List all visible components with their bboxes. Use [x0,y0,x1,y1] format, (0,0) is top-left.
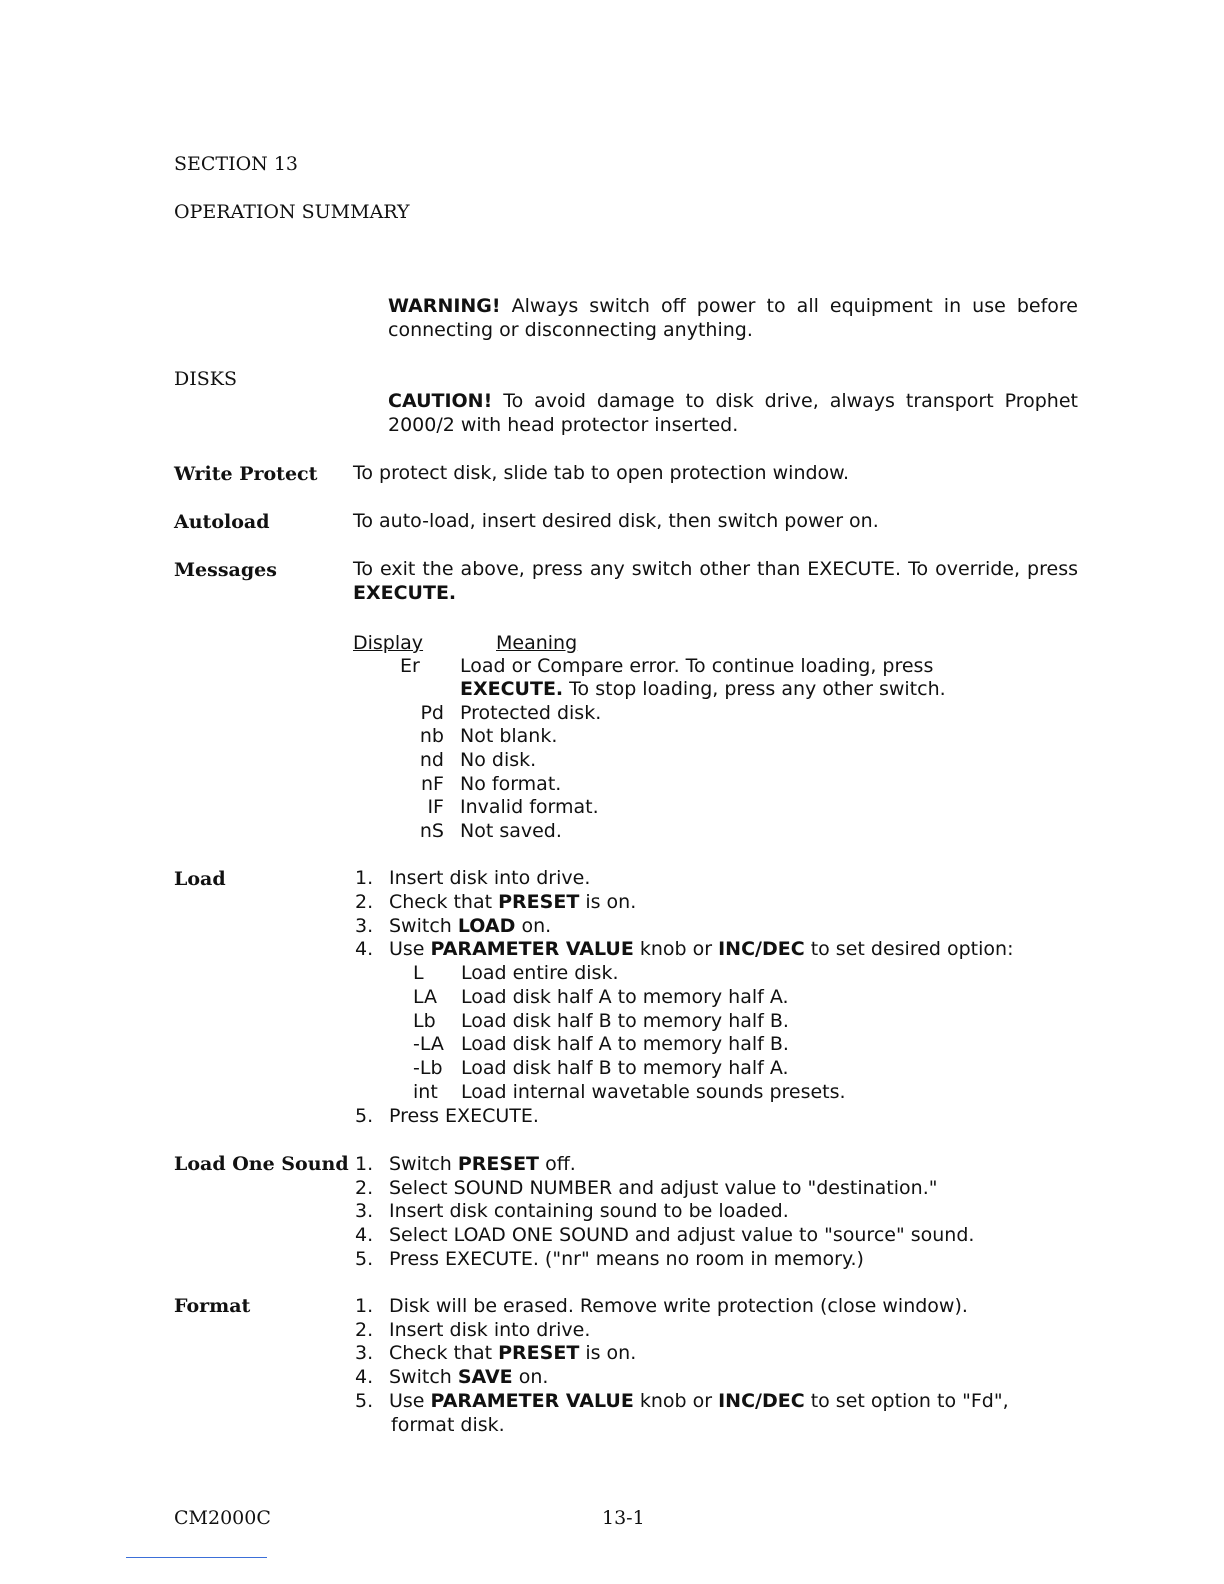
messages-text-main: To exit the above, press any switch other than EXECUTE. To override, press [353,558,1078,580]
message-code: Er [400,655,420,677]
messages-execute: EXECUTE. [353,582,457,604]
step-keyword: PARAMETER VALUE [430,1390,634,1412]
step-number: 5. [355,1105,374,1127]
step-text: Use [389,938,431,960]
step-number: 5. [355,1390,374,1412]
option-code: Lb [413,1010,436,1032]
message-row [400,819,562,843]
caution-notice [388,389,1078,437]
format-step-1 [355,1294,968,1318]
step-number: 4. [355,1224,374,1246]
load-step-5 [355,1104,539,1128]
step-text: Check that [389,1342,499,1364]
autoload-label: Autoload [174,511,270,533]
step-text: to set option to "Fd", [804,1390,1009,1412]
caution-text: To avoid damage to disk drive, always transport Prophet 2000/2 with head protector inserted. [388,390,1078,436]
message-row [400,795,599,819]
format-step-5 [355,1389,1009,1413]
option-code: int [413,1081,438,1103]
step-text: is on. [579,1342,637,1364]
step-number: 3. [355,1342,374,1364]
load-step-3 [355,914,551,938]
load-option [413,1056,789,1080]
meaning-column-header: Meaning [496,632,578,654]
load-step-2 [355,890,636,914]
step-text: off. [539,1153,576,1175]
load-option [413,1009,789,1033]
load-option [413,961,618,985]
option-text: Load internal wavetable sounds presets. [461,1081,846,1103]
step-number: 2. [355,891,374,913]
message-row [400,654,1078,678]
format-step-3 [355,1341,636,1365]
message-meaning-tail: To stop loading, press any other switch. [563,678,946,700]
warning-notice [388,294,1078,342]
step-text: Check that [389,891,499,913]
message-meaning: Not blank. [460,725,558,747]
step-text: Use [389,1390,431,1412]
step-text: on. [515,915,552,937]
scan-artifact-line [126,1557,267,1558]
load-label: Load [174,868,226,890]
format-step-5-continued: format disk. [391,1414,505,1436]
message-row [400,748,536,772]
step-text: on. [512,1366,549,1388]
load-one-sound-label: Load One Sound [174,1153,349,1175]
message-execute: EXECUTE. [460,678,564,700]
step-keyword: LOAD [457,915,516,937]
step-number: 2. [355,1177,374,1199]
message-code: nF [421,773,444,795]
option-text: Load disk half B to memory half B. [461,1010,789,1032]
message-code: Pd [420,702,444,724]
load-option [413,985,789,1009]
message-meaning: No format. [460,773,562,795]
display-column-header: Display [353,632,424,654]
step-number: 4. [355,938,374,960]
message-meaning: Load or Compare error. To continue loading, press [460,655,934,677]
format-step-4 [355,1365,548,1389]
load-one-step-2 [355,1176,937,1200]
messages-text [353,557,1078,605]
step-number: 5. [355,1248,374,1270]
step-keyword: PRESET [498,891,580,913]
step-number: 4. [355,1366,374,1388]
message-code: IF [427,796,444,818]
step-text: to set desired option: [804,938,1014,960]
option-code: L [413,962,424,984]
step-text: Switch [389,915,458,937]
message-meaning: No disk. [460,749,537,771]
step-keyword: INC/DEC [718,938,805,960]
step-keyword: PRESET [498,1342,580,1364]
step-text: Switch [389,1366,458,1388]
write-protect-label: Write Protect [174,463,318,485]
warning-text: Always switch off power to all equipment in use before connecting or disconnecting anything. [388,295,1079,341]
message-row [400,701,601,725]
step-text: knob or [633,938,719,960]
load-one-step-3 [355,1199,789,1223]
step-text: Insert disk into drive. [389,1319,591,1341]
message-meaning-continued [460,677,946,701]
message-code: nb [419,725,444,747]
option-text: Load disk half A to memory half B. [461,1033,789,1055]
option-text: Load disk half A to memory half A. [461,986,789,1008]
messages-label: Messages [174,559,277,581]
step-text: Disk will be erased. Remove write protection (close window). [389,1295,968,1317]
load-one-step-1 [355,1152,576,1176]
step-text: is on. [579,891,637,913]
step-text: Press EXECUTE. ("nr" means no room in memory.) [389,1248,864,1270]
load-step-4 [355,937,1013,961]
load-one-step-4 [355,1223,974,1247]
step-number: 1. [355,1153,374,1175]
caution-label: CAUTION! [388,390,493,412]
step-text: Select LOAD ONE SOUND and adjust value to "source" sound. [389,1224,975,1246]
option-code: LA [413,986,438,1008]
load-option [413,1032,789,1056]
step-text: knob or [633,1390,719,1412]
page-title: OPERATION SUMMARY [174,201,410,223]
load-one-step-5 [355,1247,864,1271]
option-text: Load disk half B to memory half A. [461,1057,789,1079]
step-keyword: INC/DEC [718,1390,805,1412]
message-code: nd [419,749,444,771]
step-number: 3. [355,1200,374,1222]
section-number: SECTION 13 [174,153,299,175]
load-step-1 [355,866,590,890]
message-meaning: Invalid format. [460,796,599,818]
message-meaning: Protected disk. [460,702,602,724]
option-code: -Lb [413,1057,443,1079]
step-text: Insert disk into drive. [389,867,591,889]
format-label: Format [174,1295,251,1317]
step-text: Insert disk containing sound to be loaded. [389,1200,789,1222]
message-row [400,772,561,796]
autoload-text: To auto-load, insert desired disk, then switch power on. [353,510,879,532]
step-text: Press EXECUTE. [389,1105,539,1127]
write-protect-text: To protect disk, slide tab to open protection window. [353,462,850,484]
step-keyword: PARAMETER VALUE [430,938,634,960]
page-number: 13-1 [602,1507,645,1529]
step-keyword: PRESET [457,1153,540,1175]
step-number: 2. [355,1319,374,1341]
option-code: -LA [413,1033,444,1055]
document-code: CM2000C [174,1507,271,1529]
message-code: nS [419,820,444,842]
step-number: 3. [355,915,374,937]
step-number: 1. [355,867,374,889]
disks-heading: DISKS [174,368,237,390]
step-keyword: SAVE [457,1366,513,1388]
format-step-2 [355,1318,590,1342]
warning-label: WARNING! [388,295,501,317]
step-text: Select SOUND NUMBER and adjust value to "destination." [389,1177,938,1199]
option-text: Load entire disk. [461,962,619,984]
message-row [400,724,557,748]
load-option [413,1080,846,1104]
step-number: 1. [355,1295,374,1317]
message-meaning: Not saved. [460,820,562,842]
step-text: Switch [389,1153,458,1175]
